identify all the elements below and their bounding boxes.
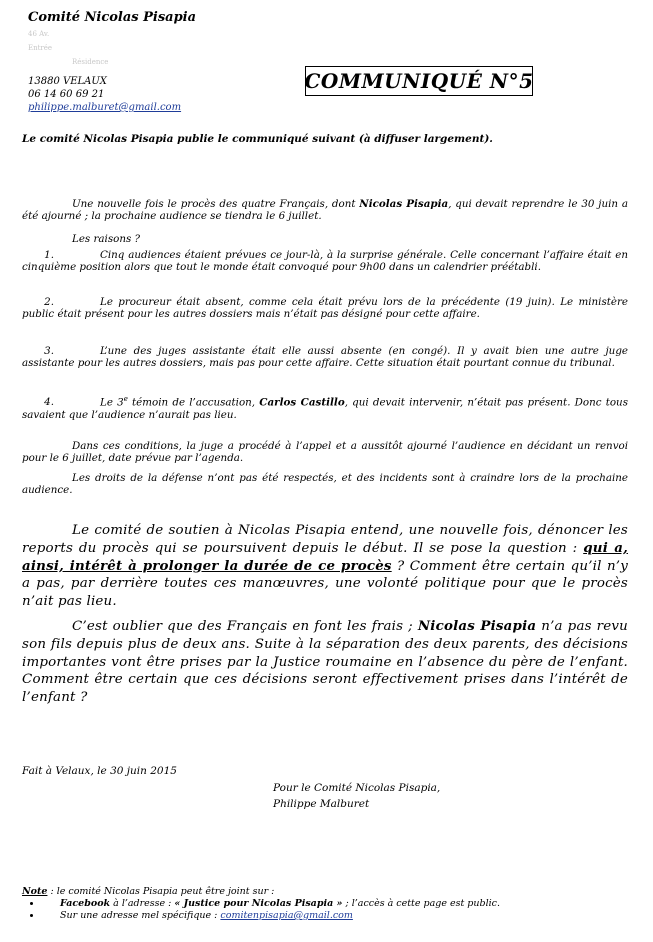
question-highlight: qui a, ainsi, intérêt à prolonger la durée de ce procès [22, 539, 628, 574]
paragraph-rights: Les droits de la défense n’ont pas été respectés, et des incidents sont à craindre lors de la prochaine audience. [22, 472, 628, 497]
signature-name: Philippe Malburet [273, 798, 370, 810]
reasons-label: Les raisons ? [72, 233, 141, 245]
committee-email-link[interactable]: comitenpisapia@gmail.com [220, 910, 353, 921]
faint-address-line: Entrée [28, 44, 53, 52]
contact-note: Note : le comité Nicolas Pisapia peut être joint sur : • Facebook à l’adresse : « Justice pour Nicolas Pisapia » ; l’accès à cette page est public. • Sur une adresse mel spécifique : comitenpisapia@gmail.com [22, 886, 632, 922]
communique-title: COMMUNIQUÉ N°5 [305, 66, 533, 96]
reason-item-4: 4. Le 3e témoin de l’accusation, Carlos Castillo, qui devait intervenir, n’était pas présent. Donc tous savaient que l’audience n’aurait pas lieu. [22, 395, 628, 421]
name-highlight: Nicolas Pisapia [359, 198, 449, 210]
phone-line: 06 14 60 69 21 [28, 89, 105, 100]
facebook-contact: • Facebook à l’adresse : « Justice pour Nicolas Pisapia » ; l’accès à cette page est public. [42, 898, 632, 910]
reason-item-2: 2. Le procureur était absent, comme cela était prévu lors de la précédente (19 juin). Le ministère public était présent pour les autres dossiers mais n’était pas désigné pour cette affaire. [22, 296, 628, 321]
organization-name: Comité Nicolas Pisapia [28, 10, 197, 25]
note-label: Note [22, 886, 48, 897]
reason-item-3: 3. L’une des juges assistante était elle aussi absente (en congé). Il y avait bien une autre juge assistante pour les autres dossiers, mais pas pour cette affaire. Cette situation était pourtant connue du tribunal. [22, 345, 628, 370]
email-link[interactable]: philippe.malburet@gmail.com [28, 102, 182, 113]
email-contact: • Sur une adresse mel spécifique : comitenpisapia@gmail.com [42, 910, 632, 922]
place-date: Fait à Velaux, le 30 juin 2015 [22, 765, 177, 777]
paragraph-child: C’est oublier que des Français en font les frais ; Nicolas Pisapia n’a pas revu son fils depuis plus de deux ans. Suite à la séparation des deux parents, des décisions importantes vont être prises par la Justice roumaine en l’absence du père de l’enfant. Comment être certain que ces décisions seront effectivement prises dans l’intérêt de l’enfant ? [22, 618, 628, 706]
faint-address-line: 46 Av. [28, 30, 50, 38]
paragraph-conditions: Dans ces conditions, la juge a procédé à l’appel et a aussitôt ajourné l’audience en décidant un renvoi pour le 6 juillet, date prévue par l’agenda. [22, 440, 628, 465]
paragraph-committee: Le comité de soutien à Nicolas Pisapia entend, une nouvelle fois, dénoncer les reports du procès qui se poursuivent depuis le début. Il se pose la question : qui a, ainsi, intérêt à prolonger la durée de ce procès ? Comment être certain qu’il n’y a pas, par derrière toutes ces manœuvres, une volonté politique pour que le procès n’ait pas lieu. [22, 523, 628, 610]
city-line: 13880 VELAUX [28, 76, 107, 87]
paragraph-intro: Une nouvelle fois le procès des quatre Français, dont Nicolas Pisapia, qui devait reprendre le 30 juin a été ajourné ; la prochaine audience se tiendra le 6 juillet. [22, 198, 629, 223]
faint-address-line: Résidence [72, 58, 109, 66]
signature-line-1: Pour le Comité Nicolas Pisapia, [273, 782, 441, 794]
name-highlight: Nicolas Pisapia [417, 618, 537, 634]
reason-item-1: 1. Cinq audiences étaient prévues ce jour-là, à la surprise générale. Celle concernant l’affaire était en cinquième position alors que tout le monde était convoqué pour 9h00 dans un calendrier préétabli. [22, 249, 628, 274]
lead-sentence: Le comité Nicolas Pisapia publie le communiqué suivant (à diffuser largement). [22, 133, 493, 145]
name-highlight: Carlos Castillo [259, 396, 345, 409]
